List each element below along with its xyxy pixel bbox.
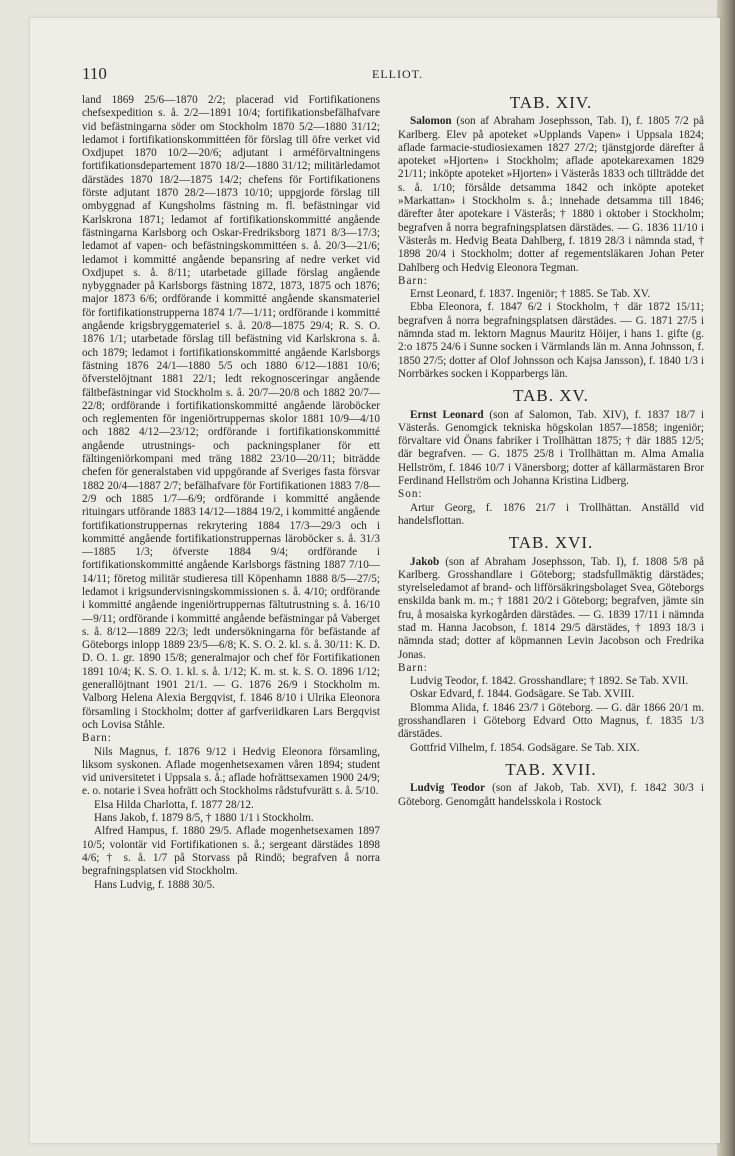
child-entry: Elsa Hilda Charlotta, f. 1877 28/12.: [94, 798, 254, 811]
children-label: Barn:: [398, 661, 428, 674]
child-entry: Ludvig Teodor, f. 1842. Grosshandlare; † 1892. Se Tab. XVII.: [410, 675, 689, 688]
entry-name: Jakob: [410, 555, 440, 568]
tab-heading: TAB. XIV.: [509, 93, 593, 112]
tab-heading: TAB. XVII.: [505, 759, 597, 779]
entry-name: Ernst Leonard: [410, 408, 484, 421]
children-label: Son:: [398, 488, 423, 501]
page-number: 110: [82, 64, 107, 83]
entry-name: Salomon: [410, 115, 452, 128]
child-entry: Hans Ludvig, f. 1888 30/5.: [94, 878, 215, 891]
child-entry: Ebba Eleonora, f. 1847 6/2 i Stockholm, † där 1872 15/11; begrafven å norra begrafningsplatsen därstädes. — G. 1871 27/5 i nämnda stad m. lektorn Magnus Mauritz Höijer, i hans 1. gifte (g. 2:o 1875 24/6 i Sunne socken i Värmlands län m. Anna Johnsson, f. 1850 27/5; dotter af Olof Johnsson och Kajsa Jansson), f. 1840 1/3 i Norrbärkes socken i Kopparbergs län.: [398, 301, 704, 380]
entry-text: (son af Abraham Josephsson, Tab. I), f. 1805 7/2 på Karlberg. Elev på apoteket »Upplands Vapen» i Uppsala 1824; aflade farmacie-studiosiexamen 1827 27/2; tjänstgjorde därefter å apoteket »Hjorten» i Stockholm; aflade apotekarexamen 1829 21/11; inköpte apoteket »Hjorten» i Västerås 1833 och tillträdde det s. å. 1/10; försålde detsamma 1842 och inköpte apoteket »Markattan» i Stockholm s. å.; innehade detsamma till 1846; därefter åter apotekare i Västerås; † 1880 i oktober i Stockholm; begrafven å norra begrafningsplatsen därstädes. — G. 1836 11/10 i Västerås m. Hedvig Beata Dahlberg, f. 1819 28/3 i nämnda stad, † 1898 20/4 i Stockholm; dotter af regementsläkaren Johan Peter Dahlberg och Hedvig Eleonora Tegman.: [398, 115, 704, 274]
children-label: Barn:: [82, 732, 112, 745]
child-entry: Blomma Alida, f. 1846 23/7 i Göteborg. — G. där 1866 20/1 m. grosshandlaren i Göteborg Edvard Otto Magnus, f. 1835 1/3 därstädes.: [398, 701, 704, 741]
entry-text: (son af Salomon, Tab. XIV), f. 1837 18/7 i Västerås. Genomgick tekniska högskolan 1857—1858; ingeniör; förvaltare vid Önans fabriker i Trollhättan 1875; † där 1885 12/5; där begrafven. — G. 1875 25/8 i Trollhättan m. Alma Amalia Hellström, f. 1846 10/7 i Vänersborg; dotter af källarmästaren Bror Ferdinand Hellström och Johanna Kristina Lidberg.: [398, 408, 704, 488]
child-entry: Nils Magnus, f. 1876 9/12 i Hedvig Eleonora församling, liksom syskonen. Aflade mogenhetsexamen våren 1894; student vid universitetet i Uppsala s. å.; aflade hofrättsexamen 1900 24/9; e. o. notarie i Svea hofrätt och Stockholms rådstufvurätt s. å. 5/10.: [82, 745, 380, 798]
running-head: ELLIOT.: [372, 67, 424, 81]
entry-text: (son af Jakob, Tab. XVI), f. 1842 30/3 i Göteborg. Genomgått handelsskola i Rostock: [398, 782, 704, 808]
page-header: [82, 64, 682, 86]
tab-heading: TAB. XVI.: [508, 533, 594, 553]
entry-paragraph: [398, 409, 704, 489]
child-entry: Gottfrid Vilhelm, f. 1854. Godsägare. Se Tab. XIX.: [410, 741, 640, 754]
entry-text: (son af Abraham Josephsson, Tab. I), f. 1808 5/8 på Karlberg. Grosshandlare i Göteborg; stadsfullmäktig därstädes; styrelseledamot af brand- och lifförsäkringsbolaget Svea, Göteborgs enskilda bank m. m.; † 1881 20/2 i Göteborg; begrafven, jämte sin fru, å mosaiska kyrkogården därstädes. — G. 1839 17/11 i nämnda stad m. Hanna Jacobson, f. 1814 29/5 därstädes, † 1893 18/3 i nämnda stad; dotter af köpmannen Levin Jacobson och Fredrika Jonas.: [398, 555, 704, 661]
entry-paragraph: [398, 782, 704, 809]
continuation-paragraph: land 1869 25/6—1870 2/2; placerad vid Fortifikationens chefsexpedition s. å. 2/2—1891 10/4; fortifikationsbefälhafvare vid befästningarna söder om Stockholm 1870 5/2—1880 31/12; ledamot i fortifikationskommittéen för förslag till öfre verket vid Oxdjupet 1870 10/2—20/6; adjutant i arméförvaltningens fortifikationsdepartement 1870 18/2—1880 31/12; militärledamot därstädes 1870 18/2—1875 14/2; chefens för Fortifikationens förste adjutant 1870 28/2—1873 10/10; uppgjorde förslag till ombyggnad af Kungsholms fästning m. fl. befästningar vid Karlskrona 1871; ledamot af fortifikationskommitté angående fästningarna Karlsborg och Oskar-Fredriksborg 1871 8/3—17/3; ledamot af vapen- och befästningskommittéen s. å. 20/3—21/6; ledamot i kommitté angående bepansring af nedre verket vid Oxdjupet s. å. 8/11; utarbetade gillade förslag angående nybyggnader på Karlsborgs fästning 1872, 1873, 1875 och 1876; major 1873 6/6; ordförande i kommitté angående skansmateriel för fortifikationstrupperna 1874 1/7—1/11; ordförande i kommitté angående krigsbryggemateriel s. å. 20/8—1875 29/4; R. S. O. 1876 1/1; utarbetade förslag till befästning vid Karlskrona s. å. och 1879; ledamot i fortifikationskommitté angående Karlsborgs fästning 1876 24/1—1880 5/5 och 1880 6/12—1881 10/6; öfverstelöjtnant 1881 22/1; ledt rekognosceringar angående fältbefästningar vid Stockholm s. å. 20/7—20/8 och 1882 20/7—22/8; ordförande i fortifikationskommitté angående läroböcker och reglementen för ingeniörtruppernas skolor 1881 10/9—4/10 och 1882 4/12—23/12; ordförande i fortifikationskommitté angående utrustnings- och packningsplaner för ett fältingeniörkompani med träng 1882 23/10—20/11; biträdde chefen för generalstaben vid uppgörande af Sveriges fasta försvar 1882 20/4—1887 2/7; befälhafvare för Fortifikationen 1883 7/8—2/9 och 1885 1/7—6/9; ordförande i kommitté angående rituingars utförande 1883 14/12—1884 19/2, i kommitté angående fortifikationstruppernas rekrytering 1884 17/3—29/3 och i kommitté angående fortifikationstruppernas läroböcker s. å. 31/3—1885 1/3; öfverste 1884 9/4; ordförande i fortifikationskommitté angående Karlsborgs fästning 1887 7/10—14/11; företog militär studieresa till Köpenhamn 1888 8/5—27/5; ledamot i krigsundervisningskommissionen s. å. 4/10; ordförande i kommitté angående ingeniörtruppernas fältutrustning s. å. 16/10—9/11; ordförande i kommitté angående befästningar på Vaberget s. å. 8/12—1889 22/3; ledt undersökningarna för befästande af Göteborgs inlopp 1889 23/5—6/8; K. S. O. 2. kl. s. å. 30/11: K. D. D. O. 1. gr. 1890 15/8; generalmajor och chef för Fortifikationen 1891 10/4; K. S. O. 1. kl. s. å. 1/12; K. m. st. k. S. O. 1896 1/12; generallöjtnant 1901 21/1. — G. 1876 26/9 i Stockholm m. Valborg Helena Alexia Bergqvist, f. 1846 8/10 i Ulrika Eleonora församling i Stockholm; dotter af garfveriidkaren Lars Bergqvist och Lovisa Ståhle.: [82, 94, 380, 731]
tab-heading: TAB. XV.: [513, 386, 589, 406]
children-label: Barn:: [398, 274, 428, 287]
child-entry: Hans Jakob, f. 1879 8/5, † 1880 1/1 i Stockholm.: [94, 812, 314, 825]
entry-name: Ludvig Teodor: [410, 782, 485, 795]
right-column: [398, 94, 704, 809]
entry-paragraph: [398, 115, 704, 275]
left-column: [82, 94, 380, 892]
child-entry: Ernst Leonard, f. 1837. Ingeniör; † 1885. Se Tab. XV.: [410, 288, 651, 301]
child-entry: Oskar Edvard, f. 1844. Godsägare. Se Tab. XVIII.: [410, 688, 635, 701]
entry-paragraph: [398, 556, 704, 662]
child-entry: Alfred Hampus, f. 1880 29/5. Aflade mogenhetsexamen 1897 10/5; volontär vid Fortifikationen s. å.; sergeant därstädes 1898 4/6; † s. å. 1/7 på Storvass på Rindö; begrafven å norra begrafningsplatsen vid Stockholm.: [82, 825, 380, 878]
child-entry: Artur Georg, f. 1876 21/7 i Trollhättan. Anställd vid handelsflottan.: [398, 501, 704, 527]
